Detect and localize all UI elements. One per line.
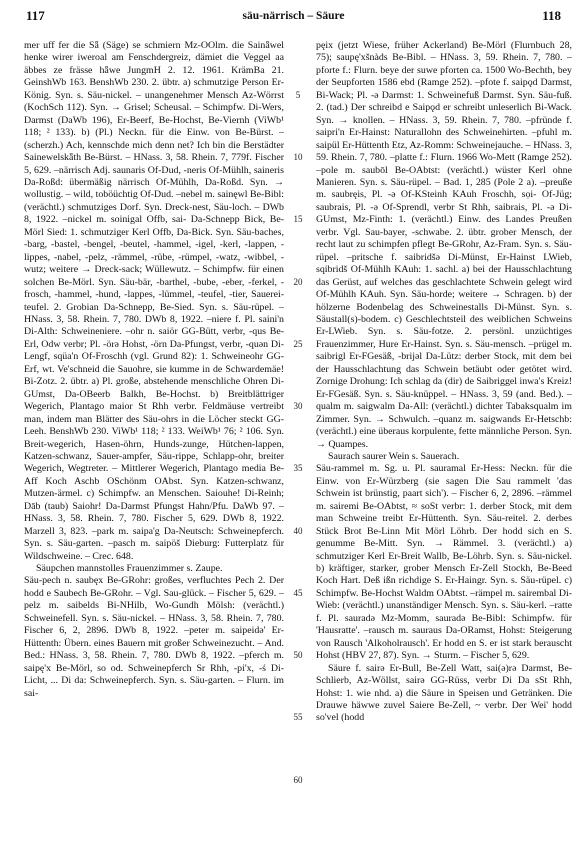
running-header: säu-närrisch – Säure (242, 10, 345, 22)
line-number: 45 (293, 587, 303, 598)
entry-paragraph: Saurach saurer Wein s. Sauerach. (328, 450, 460, 462)
line-number: 20 (293, 276, 303, 287)
line-number: 60 (293, 774, 303, 785)
entry-paragraph: Säure f. sairə Er-Bull, Be-Zell Watt, sai(ə)rə Darmst, Be-Schlierb, Az-Wöllst, sairə GG-Rüss, verbr Di Da sSt Rhh, Hohst: 1. wie nhd. a) die Säure in Speisen und Getränken. Die Drauwe häwwe zuvel Saiere Be-Zell, ~ verbr. Der Wei' hodd so'vel (hodd (316, 662, 572, 724)
line-number: 10 (293, 152, 303, 163)
entry-paragraph: Säupchen mannstolles Frauenzimmer s. Zaupe. (36, 563, 223, 575)
entry-paragraph: Säu-rammel m. Sg. u. Pl. sauramal Er-Hess: Neckn. für die Einw. von Er-Würzberg (sie sagen Die Sau rammelt 'das Schwein ist brünstig, paart sich'). – Fischer 6, 2, 2896. –rämmel m. sairemi Be-OAbtst, ≈ soSt verbr: 1. derber Stock, mit dem man Schweine treibt Er-Hüttenth. Syn. Säu-reitel. 2. derbes Stück Brot Be-Linn Mit Mörl Löhrb. Der hodd sich en S. genumme Be-Mitt. Syn. → Rämmel. 3. (verächtl.) a) schmutziger Kerl Er-Breit Wallb, Be-Löhrb. Syn. s. Säu-nickel. b) kräftiger, starker, grober Mensch Er-Zell Stockh, Be-Beed Koch Hart. Deß ißn richdige S. Er-Haingr. Syn. s. Säu-rüpel. c) Schimpfw. Be-Hochst Waldm OAbtst. –rämpel m. sairembal Di-Wieb: (verächtl.) unanständiger Mensch. Syn. s. Säu-kerl. –ratte f. Pl. sauradə Mz-Momm, sauradə Be-Bibl: Schimpfw. für 'Hausratte'. –rausch m. sauraus Da-ORamst, Hohst: Steigerung von Rausch 'Alkoholrausch'. Er hodd en S. er ist stark berauscht Hohst (HBV 27, 87). Syn. → Sturm. – Fischer 5, 629. (316, 463, 572, 662)
page-number-right: 118 (542, 8, 561, 23)
line-number: 50 (293, 650, 303, 661)
left-column (24, 40, 284, 848)
line-number: 15 (293, 214, 303, 225)
line-number: 35 (293, 463, 303, 474)
entry-paragraph: mer uff fer die Sǟ (Säge) se schmiern Mz-OOlm. die Sainǟwel henke wirer iweroal am Fenschdergreiz, dämiet die Veggel aa äbbes ze frässe hǟwe JungmH 2. 12. 1961. KrämBa 21. GeinshWb 163. BenshWb 230. 2. übtr. a) schmutzige Person Er-König. Syn. s. Säu-nickel. – unangenehmer Mensch Az-Wörrst (KochSch 112). Syn. → Grisel; Scheusal. – Schimpfw. Di-Wers, Darmst (DaWb 196), Er-Beerf, Be-Hochst, Be-Viernh (ViWb¹ 118; ² 133). b) (Pl.) Neckn. für die Einw. von Be-Bürst. – (scherzh.) Ach, kennschde mich denn net? Ich bin die Berstädter Sainewelskǟth Be-Bürst. – HNass. 3, 58. Rhein. 7, 779f. Fischer 5, 629. –närrisch Adj. saunaris Of-Dud, -neris Of-Mühlh, saineris Da-Roßd: übermäßig närrisch Of-Mühlh, Da-Roßd. Syn. → wollustig. – wild, toböüchtig Of-Dud. –nebel m. sainęwl Be-Bibl: (verächtl.) schmutziges Dorf. Syn. Dreck-nest, Säu-loch. – DWb 8, 1922. –nickel m. soinigal Offb, sai- Da-Schnepp Bick, Be-Mörl Sied: 1. schmutziger Kerl Offb, Da-Bick. Syn. Säu-baches, -barg, -bastel, -bengel, -beutel, -hammel, -igel, -kerl, -lappen, -lippes, -nabel, -pelz, -rämmel, -rübe, -rümpel, -watz, -wibbel, -wutz; weitere → Dreck-sack; Wüllewutz. – Schimpfw. für einen solchen Be-Mörl. Syn. Säu-bär, -barthel, -bube, -eber, -ferkel, -frosch, -hammel, -hund, -lappes, -lümmel, -teufel, -tier, Sauerei-teufel. 2. Grobian Da-Schnepp, Be-Sied. Syn. s. Säu-rüpel. – HNass. 3, 58. Rhein. 7, 780. DWb 8, 1922. –niere f. Pl. saini'n Di-Alth: Schweineniere. –ohr n. saiör GG-Bütt, verbr, -qus Be-Erl, Odw verbr; Pl. -örə Hohst, -örn Da-Pfungst, verbr, -quən Di-Lengf, sqüa'n Of-Froschh (vgl. Grund 82): 1. Schweineohr GG-Erf, wt. Ve'schneid die Sauohre, sie kumme in de Schwardemäe! Bi-Zotz. 2. übtr. a) Pl. große, abstehende menschliche Ohren Di-GUmst, Da-OBeerb Balkh, Be-Hochst. b) Breitblättriger Wegerich, Plantago maior St Rhh verbr. Feldmäuse vertreibt man, indem man Blätter des Säu-ohrs in die Löcher steckt GG-Leeh. BenshWb 230. ViWb¹ 118; ² 133. WeiWb¹ 76; ² 106. Syn. Breit-wegerich, Hasen-öhrn, Hunds-zunge, Hütchen-lappen, Katzen-schwanz, Sauer-ampfer, Säu-rippe, Schlapp-ohr, breiter Wegerich, Wegtreter. – Mittlerer Wegerich, Plantago media Be-Aff Koch Aschb OSchönm OAbst. Syn. Katzen-schwanz, Mutzen-ärmel. c) Schimpfw. an Menschen. Saiouhe! Di-Reinh; Dāb (taub) Saiohr! Da-Darmst Pfungst Hahn/Pfu. DaWb 97. – HNass. 3, 58. Rhein. 7, 780. Fischer 5, 629. DWb 8, 1922. Marzell 3, 823. –park m. saipa'g Da-Neutsch: Schweinepferch. Syn. s. Säu-garten. –pasch m. saipöš Dieburg: Futterplatz für Wildschweine. – Crec. 648. (24, 40, 284, 562)
line-number: 5 (295, 89, 301, 100)
line-number: 40 (293, 525, 303, 536)
right-column (316, 40, 572, 848)
page-number-left: 117 (26, 8, 45, 23)
line-number: 30 (293, 401, 303, 412)
entry-paragraph: Säu-pech n. saubęx Be-GRohr: großes, verfluchtes Pech 2. Der hodd e Saubech Be-GRohr. – Vgl. Sau-glück. – Fischer 5, 629. –pelz m. saibelds Bi-NHilb, Wo-Gundh Mölsh: (verächtl.) Schweinefell. Syn. s. Säu-nickel. – HNass. 3, 58. Rhein. 7, 780. Fischer 6, 2, 2896. DWb 8, 1922. –peter m. saipeidə' Er-Hüttenth: Übern. eines Bauern mit großer Schweinezucht. – And. Bed.: HNass. 3, 58. Rhein. 7, 780. DWb 8, 1922. –pferch m. saipę'x Be-Mörl, so od. Schweinepferch Sr Rhh, -pi'x, -ś Di-Licht, ... Di da: Schweinepferch. Syn. s. Säu-garten. – Flurn. im sai- (24, 575, 284, 699)
line-number: 55 (293, 712, 303, 723)
entry-paragraph: pęix (jetzt Wiese, früher Ackerland) Be-Mörl (Flurnbuch 28, 75); saupę'xšnàds Be-Bibl. – HNass. 3, 59. Rhein. 7, 780. –pforte f.: Flurn. beye der suwe pforten ca. 1500 Wo-Bechth, bey der Seupforten 1586 ebd (Ramge 252). –pfote f. saipǫd Darmst, Bi-Wack; Pl. -ə Darmst: 1. Schweinefuß Darmst. Syn. Säu-fuß. 2. (tad.) Der schreibd e Saipǫd er schreibt unleserlich Bi-Wack. Syn. → knollen. – HNass. 3, 59. Rhein. 7, 780. –pfründe f. saipri'n Er-Hainst: Naturallohn des Schweinehirten. –pfuhl m. saipül Er-Hüttenth Etz, Az-Romm: Schweinejauche. – HNass. 3, 59. Rhein. 7, 780. –platte f.: Flurn. 1966 Wo-Mett (Ramge 252). –pole m. saubōl Be-OAbtst: (verächtl.) wüster Kerl ohne Manieren. Syn. s. Säu-rüpel. – Bad. 1, 285 (Pole 2 a). –preuße m. saubręis, Pl. -ə Of-KSteinh KAuh Froschh, sọi- Of-Jüg; saubrais, Pl. -ə Of-Sprendl, verbr St Rhh, saibrais, Pl. -ə Di-GUmst, Mz-Finth: 1. (verächtl.) Einw. des Landes Preußen verbr. Vgl. Sau-bayer, -schwabe. 2. übtr. grober Mensch, der recht laut zu schimpfen pflegt Be-GRohr, Az-Fram. Syn. s. Säu-rüpel. –pritsche f. saibridšə Di-Münst, Er-Hainst LWieb, sqibridš Of-Mühlh KAuh: 1. sachl. a) bei der Hausschlachtung das Gerüst, auf welches das geschlachtete Schwein gelegt wird Of-Mühlh KAuh. Syn. Säu-horde; weitere → Schragen. b) der hölzerne Bodenbelag des Schweinestalls Di-Münst. Syn. s. Säustall(s)-bodem. c) Geschlechtsteil des weiblichen Schweins Er-LWieb. Syn. s. Säu-fotze. 2. persönl. unzüchtiges Frauenzimmer, Hure Er-Hainst. Syn. s. Säu-mensch. –prügel m. saibrigl Er-FGesäß, -brijǝl Da-Lütz: derber Stock, mit dem bei der Hausschlachtung das Schwein betäubt oder getötet wird. Zornige Drohung: Ich schlag da (dir) de Saibriggel inwa's Kreiz! Er-FGesäß. Syn. s. Säu-knüppel. – HNass. 3, 59 (and. Bed.). –qualm m. saigwalm Da-All: (verächtl.) dichter Tabaksqualm im Zimmer. Syn. → Schwulch. –quanz m. saigwands Er-Hetschb: (verächtl.) eine überaus korpulente, fette männliche Person. Syn. → Quampes. (316, 40, 572, 450)
line-number: 25 (293, 338, 303, 349)
